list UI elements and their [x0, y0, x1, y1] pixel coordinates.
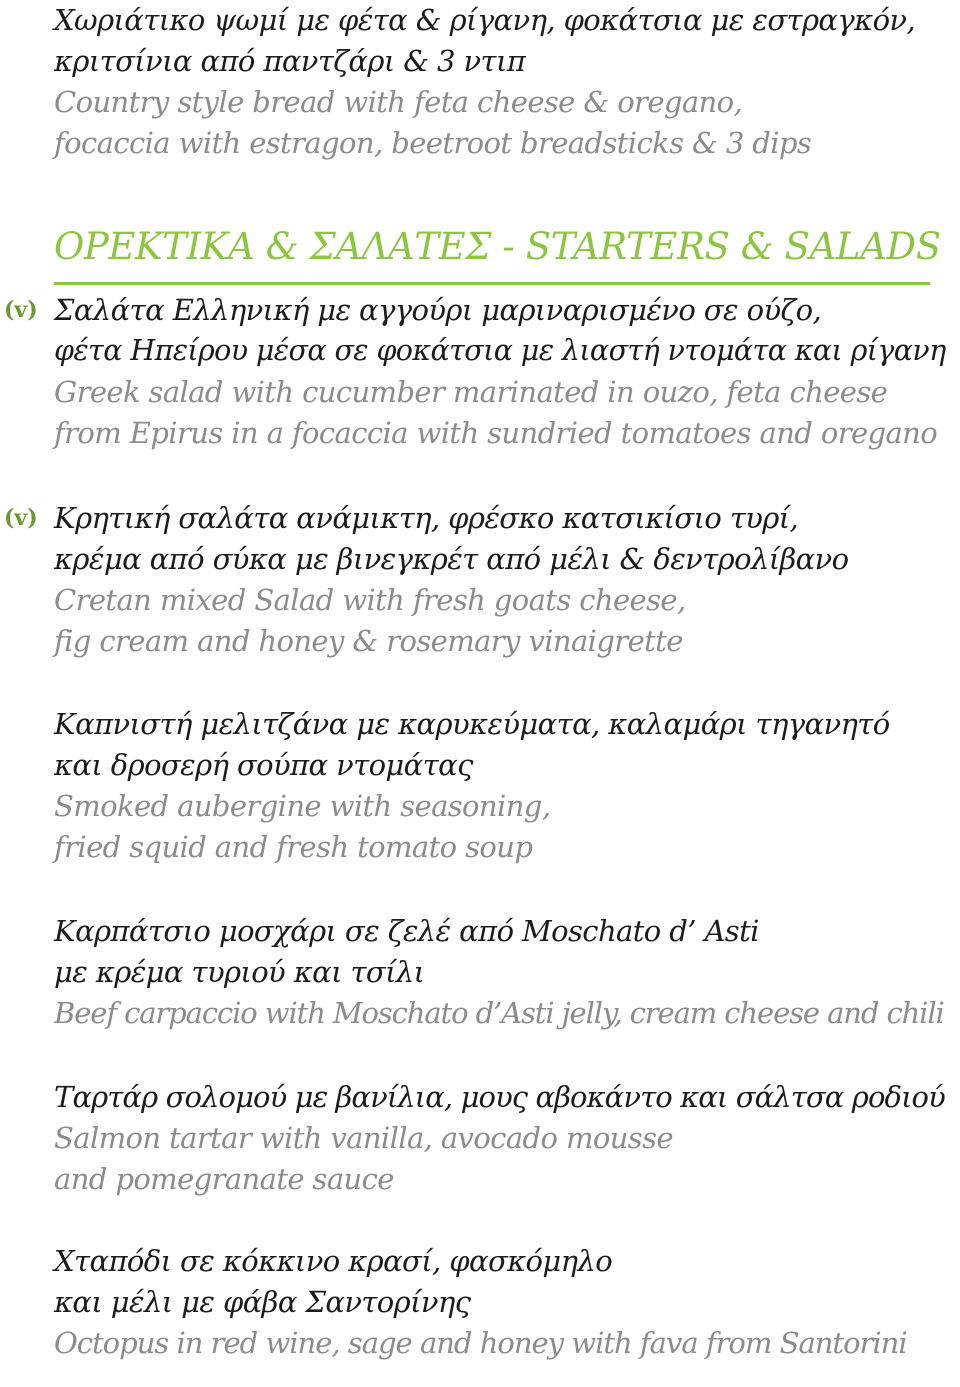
item-english-line-2: and pomegranate sauce: [54, 1162, 394, 1196]
item-greek-line-1: Καπνιστή μελιτζάνα με καρυκεύματα, καλαμάρι τηγανητό: [54, 707, 890, 741]
vegetarian-marker: (v): [4, 505, 38, 531]
item-english-line-2: fried squid and fresh tomato soup: [54, 830, 533, 864]
item-greek-line-1: Σαλάτα Ελληνική με αγγούρι μαριναρισμένο σε ούζο,: [54, 293, 822, 327]
item-greek-line-1: Κρητική σαλάτα ανάμικτη, φρέσκο κατσικίσιο τυρί,: [54, 501, 799, 535]
item-english-line-1: Octopus in red wine, sage and honey with fava from Santorini: [54, 1326, 907, 1360]
vegetarian-marker: (v): [4, 297, 38, 323]
item-english-line-2: fig cream and honey & rosemary vinaigrette: [54, 624, 683, 658]
item-english-line-1: Salmon tartar with vanilla, avocado mousse: [54, 1121, 673, 1155]
item-english-line-1: Beef carpaccio with Moschato d’Asti jelly, cream cheese and chili: [54, 996, 944, 1030]
bread-english-line-2: focaccia with estragon, beetroot breadsticks & 3 dips: [54, 126, 812, 160]
item-english-line-1: Smoked aubergine with seasoning,: [54, 789, 551, 823]
item-greek-line-2: φέτα Ηπείρου μέσα σε φοκάτσια με λιαστή ντομάτα και ρίγανη: [54, 334, 946, 367]
section-title: ΟΡΕΚΤΙΚΑ & ΣΑΛΑΤΕΣ - STARTERS & SALADS: [54, 225, 941, 268]
bread-greek-line-2: κριτσίνια από παντζάρι & 3 ντιπ: [54, 44, 526, 78]
item-greek-line-1: Χταπόδι σε κόκκινο κρασί, φασκόμηλο: [54, 1244, 613, 1278]
item-greek-line-1: Καρπάτσιο μοσχάρι σε ζελέ από Moschato d’ Asti: [54, 914, 759, 948]
item-english-line-1: Greek salad with cucumber marinated in ouzo, feta cheese: [54, 375, 888, 409]
item-greek-line-2: κρέμα από σύκα με βινεγκρέτ από μέλι & δεντρολίβανο: [54, 542, 849, 576]
item-greek-line-2: και μέλι με φάβα Σαντορίνης: [54, 1285, 471, 1319]
item-english-line-2: from Epirus in a focaccia with sundried tomatoes and oregano: [54, 416, 938, 450]
bread-english-line-1: Country style bread with feta cheese & oregano,: [54, 85, 743, 119]
section-divider: [54, 282, 930, 285]
item-greek-line-1: Ταρτάρ σολομού με βανίλια, μους αβοκάντο και σάλτσα ροδιού: [54, 1080, 945, 1114]
item-english-line-1: Cretan mixed Salad with fresh goats cheese,: [54, 583, 686, 617]
item-greek-line-2: και δροσερή σούπα ντομάτας: [54, 748, 473, 782]
item-greek-line-2: με κρέμα τυριού και τσίλι: [54, 955, 425, 989]
bread-greek-line-1: Χωριάτικο ψωμί με φέτα & ρίγανη, φοκάτσια με εστραγκόν,: [54, 3, 916, 37]
